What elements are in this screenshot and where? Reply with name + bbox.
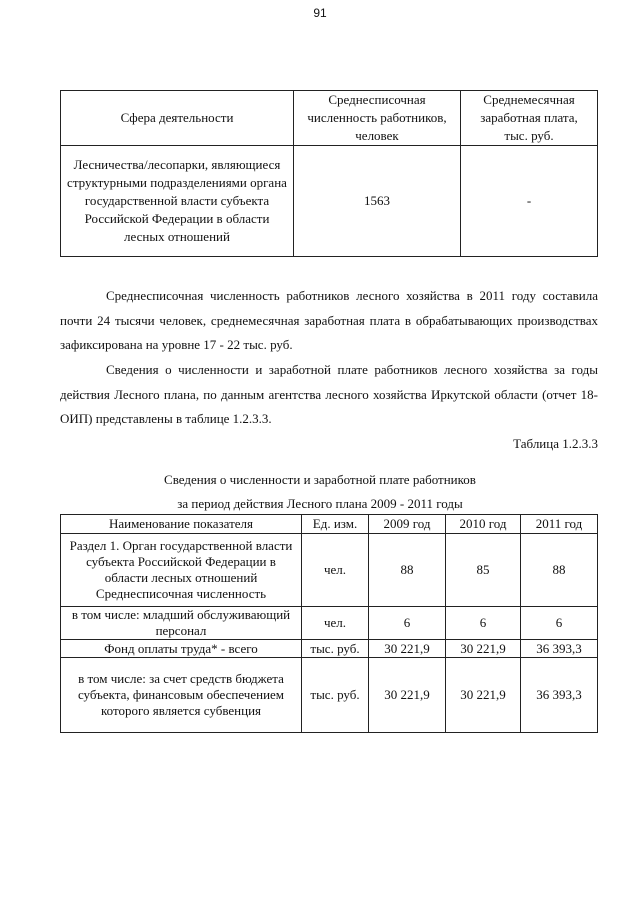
table-row xyxy=(61,640,598,658)
cell-salary: - xyxy=(461,146,598,257)
table-row xyxy=(61,658,598,733)
cell-2010: 30 221,9 xyxy=(446,658,521,733)
cell-2011: 88 xyxy=(521,534,598,607)
cell-2009: 6 xyxy=(369,607,446,640)
cell-2011: 6 xyxy=(521,607,598,640)
column-header-activity: Сфера деятельности xyxy=(61,91,294,146)
cell-unit: тыс. руб. xyxy=(302,640,369,658)
column-header-2011: 2011 год xyxy=(521,515,598,534)
cell-2011: 36 393,3 xyxy=(521,640,598,658)
page-number: 91 xyxy=(313,6,327,20)
column-header-2009: 2009 год xyxy=(369,515,446,534)
column-header-salary: Среднемесячная заработная плата, тыс. руб. xyxy=(461,91,598,146)
cell-indicator: Раздел 1. Орган государственной власти субъекта Российской Федерации в области лесных отношений Среднесписочная численность xyxy=(61,534,302,607)
table-header-row xyxy=(61,515,598,534)
cell-2010: 85 xyxy=(446,534,521,607)
table-row xyxy=(61,607,598,640)
cell-unit: чел. xyxy=(302,534,369,607)
paragraph-table-reference: Сведения о численности и заработной плате работников лесного хозяйства за годы действия Лесного плана, по данным агентства лесного хозяйства Иркутской области (отчет 18-ОИП) представлены в таблице 1.2.3.3. xyxy=(60,362,598,426)
cell-2009: 30 221,9 xyxy=(369,658,446,733)
cell-indicator: Фонд оплаты труда* - всего xyxy=(61,640,302,658)
column-header-unit: Ед. изм. xyxy=(302,515,369,534)
cell-2010: 30 221,9 xyxy=(446,640,521,658)
table-caption-line-1: Сведения о численности и заработной плате работников xyxy=(164,472,476,487)
table-row xyxy=(61,534,598,607)
table-row xyxy=(61,146,598,257)
cell-2010: 6 xyxy=(446,607,521,640)
table-caption xyxy=(0,468,640,516)
cell-2009: 30 221,9 xyxy=(369,640,446,658)
column-header-2010: 2010 год xyxy=(446,515,521,534)
table-caption-line-2: за период действия Лесного плана 2009 - 2011 годы xyxy=(177,496,463,511)
table-header-row xyxy=(61,91,598,146)
paragraph-headcount-2011: Среднесписочная численность работников лесного хозяйства в 2011 году составила почти 24 тысячи человек, среднемесячная заработная плата в обрабатывающих производствах зафиксирована на уровне 17 - 22 тыс. руб. xyxy=(60,288,598,352)
cell-unit: чел. xyxy=(302,607,369,640)
cell-indicator: в том числе: за счет средств бюджета субъекта, финансовым обеспечением которого является субвенция xyxy=(61,658,302,733)
cell-2011: 36 393,3 xyxy=(521,658,598,733)
column-header-indicator: Наименование показателя xyxy=(61,515,302,534)
table-number: Таблица 1.2.3.3 xyxy=(513,436,598,451)
cell-indicator: в том числе: младший обслуживающий персонал xyxy=(61,607,302,640)
employment-salary-table xyxy=(60,514,598,733)
cell-activity: Лесничества/лесопарки, являющиеся структурными подразделениями органа государственной власти субъекта Российской Федерации в области лесных отношений xyxy=(61,146,294,257)
cell-2009: 88 xyxy=(369,534,446,607)
cell-unit: тыс. руб. xyxy=(302,658,369,733)
employment-activity-table xyxy=(60,90,598,257)
column-header-headcount: Среднесписочная численность работников, человек xyxy=(294,91,461,146)
cell-headcount: 1563 xyxy=(294,146,461,257)
